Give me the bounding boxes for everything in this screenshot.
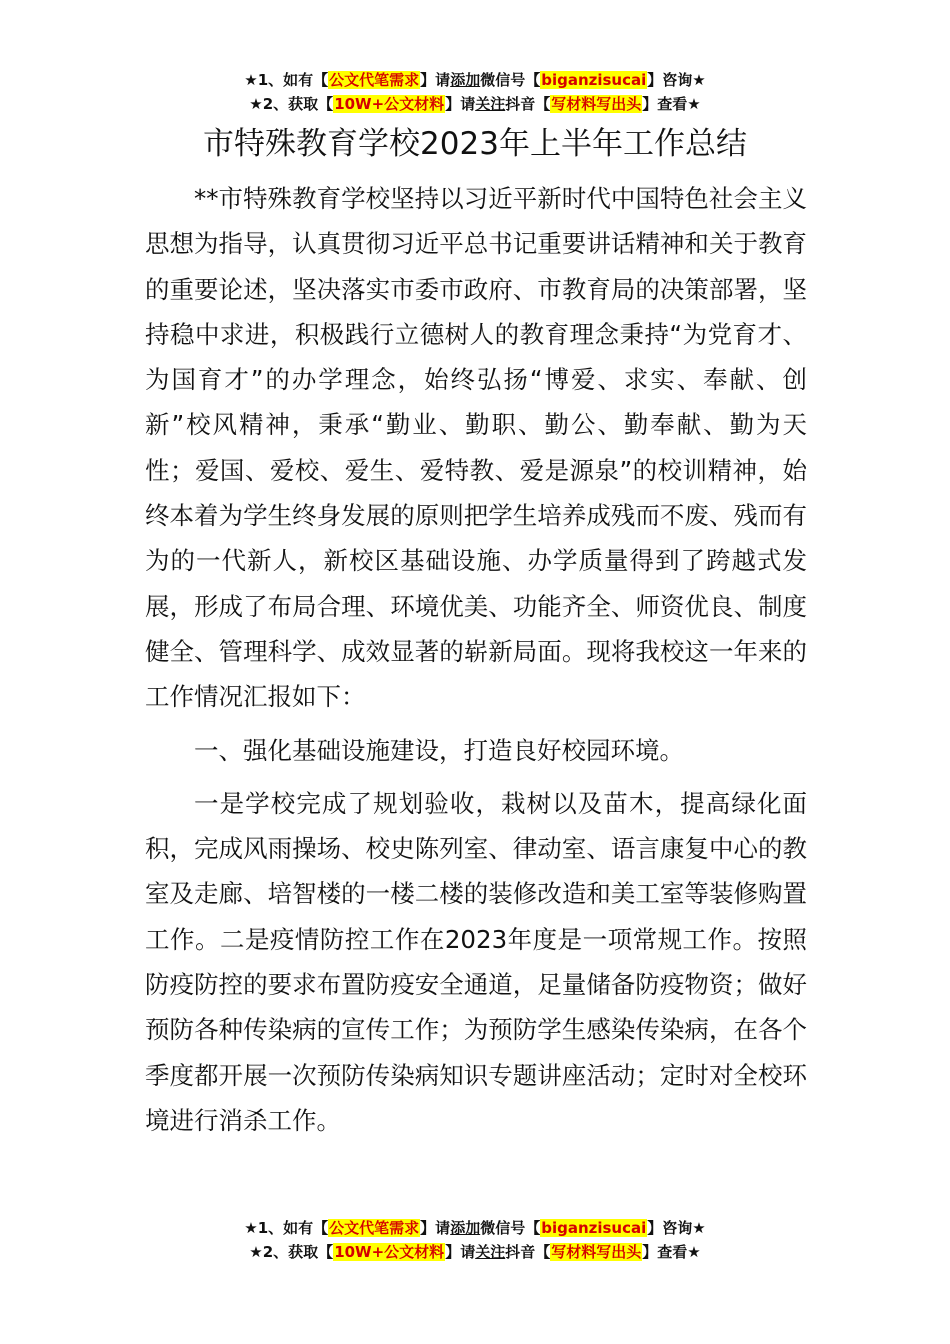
highlight-wechat-id: biganzisucai: [541, 1219, 647, 1237]
underlined-action: 添加: [450, 71, 481, 89]
highlight-douyin-account: 写材料写出头: [551, 95, 642, 113]
underlined-action: 添加: [450, 1219, 481, 1237]
intro-paragraph: **市特殊教育学校坚持以习近平新时代中国特色社会主义思想为指导，认真贯彻习近平总书记重要讲话精神和关于教育的重要论述，坚决落实市委市政府、市教育局的决策部署，坚持稳中求进，积极践行立德树人的教育理念秉持“为党育才、为国育才”的办学理念，始终弘扬“博爱、求实、奉献、创新”校风精神，秉承“勤业、勤职、勤公、勤奉献、勤为天性；爱国、爱校、爱生、爱特教、爱是源泉”的校训精神，始终本着为学生终身发展的原则把学生培养成残而不废、残而有为的一代新人，新校区基础设施、办学质量得到了跨越式发展，形成了布局合理、环境优美、功能齐全、师资优良、制度健全、管理科学、成效显著的崭新局面。现将我校这一年来的工作情况汇报如下：: [145, 184, 807, 712]
highlight-materials: 10W+公文材料: [334, 95, 445, 113]
promo-line-1: ★1、如有【公文代笔需求】请添加微信号【biganzisucai】咨询★: [244, 71, 706, 89]
promo-line-2: ★2、获取【10W+公文材料】请关注抖音【写材料写出头】查看★: [249, 95, 701, 113]
highlight-wechat-id: biganzisucai: [541, 71, 647, 89]
highlight-materials: 10W+公文材料: [334, 1243, 445, 1261]
promo-banner-bottom: [0, 1216, 950, 1264]
underlined-action: 关注: [475, 1243, 506, 1261]
highlight-service: 公文代笔需求: [329, 71, 420, 89]
promo-line-2: ★2、获取【10W+公文材料】请关注抖音【写材料写出头】查看★: [249, 1243, 701, 1261]
section-heading: 一、强化基础设施建设，打造良好校园环境。: [194, 735, 684, 765]
highlight-douyin-account: 写材料写出头: [551, 1243, 642, 1261]
highlight-service: 公文代笔需求: [329, 1219, 420, 1237]
body-paragraph: 一是学校完成了规划验收，栽树以及苗木，提高绿化面积，完成风雨操场、校史陈列室、律动室、语言康复中心的教室及走廊、培智楼的一楼二楼的装修改造和美工室等装修购置工作。二是疫情防控工作在2023年度是一项常规工作。按照防疫防控的要求布置防疫安全通道，足量储备防疫物资；做好预防各种传染病的宣传工作；为预防学生感染传染病，在各个季度都开展一次预防传染病知识专题讲座活动；定时对全校环境进行消杀工作。: [145, 788, 807, 1135]
document-title: 市特殊教育学校2023年上半年工作总结: [203, 126, 747, 162]
document-body: [145, 176, 807, 1143]
promo-banner-top: [0, 68, 950, 116]
underlined-action: 关注: [475, 95, 506, 113]
promo-line-1: ★1、如有【公文代笔需求】请添加微信号【biganzisucai】咨询★: [244, 1219, 706, 1237]
